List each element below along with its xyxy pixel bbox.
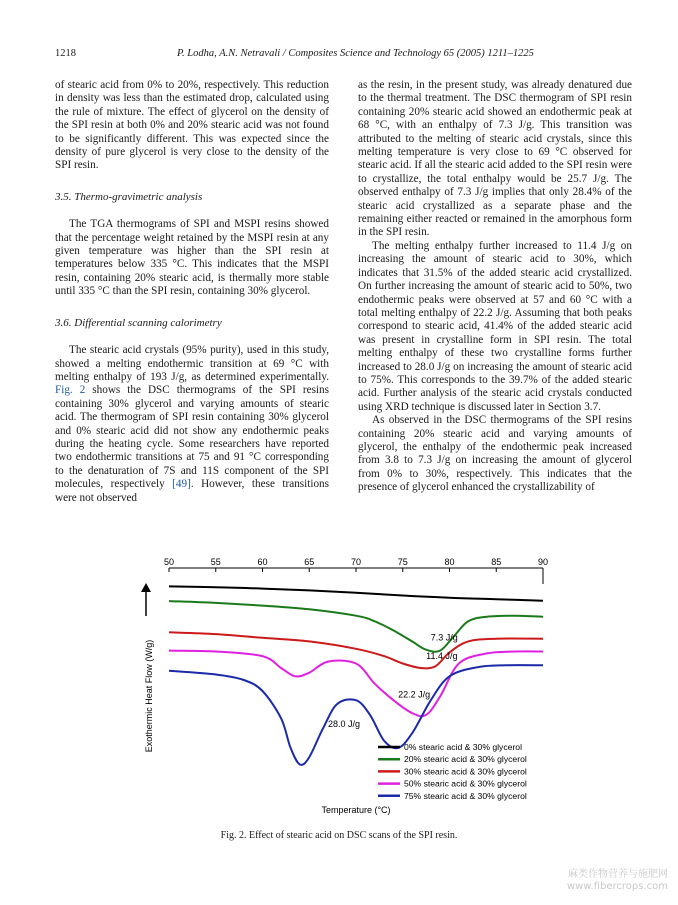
watermark-line: 麻类作物营养与施肥网 [568, 869, 668, 880]
enthalpy-annotation: 28.0 J/g [327, 718, 360, 729]
x-tick-label: 80 [444, 557, 455, 567]
series-line-3 [169, 651, 543, 717]
enthalpy-annotation: 11.4 J/g [426, 650, 458, 661]
exotherm-arrow-icon [141, 583, 151, 592]
section-heading-3-5: 3.5. Thermo-gravimetric analysis [55, 190, 203, 203]
text-run: shows the DSC thermograms of the SPI resins containing 30% glycerol and varying amounts of stearic acid. The thermogram of SPI resin containing 30% glycerol and 0% stearic acid did not show any endothermic peaks during the heating cycle. Some researchers have reported two endothermic transitions at 75 and 91 °C corresponding to the denaturation of 7S and 11S component of the SPI molecules, respectively [55, 384, 329, 491]
right-column [358, 79, 632, 495]
legend-entry: 0% stearic acid & 30% glycerol [404, 742, 522, 752]
dsc-chart [138, 556, 558, 816]
x-tick-label: 70 [350, 557, 362, 567]
x-tick-label: 50 [163, 557, 175, 567]
paragraph: The TGA thermograms of SPI and MSPI resins showed that the percentage weight retained by the MSPI resin at any given temperature was higher than the SPI resin at temperatures below 335 °C. This indicates that the MSPI resin, containing 20% stearic acid, is thermally more stable until 335 °C than the SPI resin, containing 30% glycerol. [55, 218, 329, 298]
page-number: 1218 [55, 48, 76, 59]
watermark-line: www.fibercrops.com [566, 881, 668, 892]
x-tick-label: 55 [210, 557, 221, 567]
series-line-1 [169, 601, 543, 652]
figure-caption: Fig. 2. Effect of stearic acid on DSC scans of the SPI resin. [220, 830, 458, 841]
figure-reference-link[interactable]: Fig. 2 [55, 384, 86, 397]
x-tick-label: 65 [304, 557, 315, 567]
text-run: The stearic acid crystals (95% purity), used in this study, showed a melting endothermic transition at 69 °C with melting enthalpy of 193 J/g, as determined experimentally. [55, 344, 329, 383]
paragraph: of stearic acid from 0% to 20%, respectively. This reduction in density was less than the estimated drop, calculated using the rule of mixture. The effect of glycerol on the density of the SPI resin at both 0% and 20% stearic acid was not found to be significantly different. This was expected since the density of pure glycerol is very close to the density of the SPI resin. [55, 79, 329, 172]
citation-link[interactable]: [49] [172, 478, 191, 491]
legend-entry: 50% stearic acid & 30% glycerol [404, 778, 527, 789]
x-axis-label: Temperature (°C) [321, 805, 391, 815]
running-title: P. Lodha, A.N. Netravali / Composites Science and Technology 65 (2005) 1211–1225 [177, 48, 534, 59]
paragraph: as the resin, in the present study, was already denatured due to the thermal treatment. The DSC thermogram of SPI resin containing 20% stearic acid showed an endothermic peak at 68 °C, with an enthalpy of 7.3 J/g. This transition was attributed to the melting of stearic acid crystals, since this melting temperature is very close to 69 °C observed for stearic acid. If all the stearic acid added to the SPI resin were to crystallize, the total enthalpy would be 25.7 J/g. The observed enthalpy of 7.3 J/g implies that only 28.4% of the stearic acid crystallized as a separate phase and the remaining either reacted or remained in the amorphous form in the SPI resin. [358, 79, 632, 239]
legend-entry: 30% stearic acid & 30% glycerol [404, 766, 527, 777]
series-line-0 [169, 586, 543, 600]
y-axis-label: Exothermic Heat Flow (W/g) [144, 639, 154, 753]
paragraph [55, 344, 329, 505]
legend-entry: 75% stearic acid & 30% glycerol [404, 790, 527, 801]
text-run: . However, these transitions were not observed [55, 478, 330, 504]
paragraph: As observed in the DSC thermograms of the SPI resins containing 20% stearic acid and varying amounts of glycerol, the enthalpy of the endothermic peak increased from 3.8 to 7.3 J/g on increasing the amount of glycerol from 0% to 30%, respectively. This indicates that the presence of glycerol enhanced the crystallizability of [358, 414, 632, 494]
x-tick-label: 85 [491, 557, 502, 567]
section-heading-3-6: 3.6. Differential scanning calorimetry [55, 316, 222, 329]
left-column [55, 79, 329, 505]
enthalpy-annotation: 22.2 J/g [398, 689, 431, 700]
enthalpy-annotation: 7.3 J/g [430, 632, 458, 643]
figure-2 [138, 556, 558, 816]
watermark [567, 869, 668, 893]
x-tick-label: 75 [397, 557, 408, 567]
paragraph: The melting enthalpy further increased to 11.4 J/g on increasing the amount of stearic acid to 30%, which indicates that 31.5% of the added stearic acid crystallized. On further increasing the amount of stearic acid to 50%, two endothermic peaks were observed at 57 and 60 °C with a total melting enthalpy of 22.2 J/g. Assuming that both peaks correspond to stearic acid, 41.4% of the added stearic acid was present in crystalline form in SPI resin. The total melting enthalpy of these two crystalline forms further increased to 28.0 J/g on increasing the amount of stearic acid to 75%. This corresponds to the 39.7% of the added stearic acid. Further analysis of the stearic acid crystals conducted using XRD technique is discussed later in Section 3.7. [358, 239, 632, 413]
x-tick-label: 90 [537, 557, 549, 567]
x-tick-label: 60 [257, 557, 268, 567]
legend-entry: 20% stearic acid & 30% glycerol [404, 754, 527, 765]
